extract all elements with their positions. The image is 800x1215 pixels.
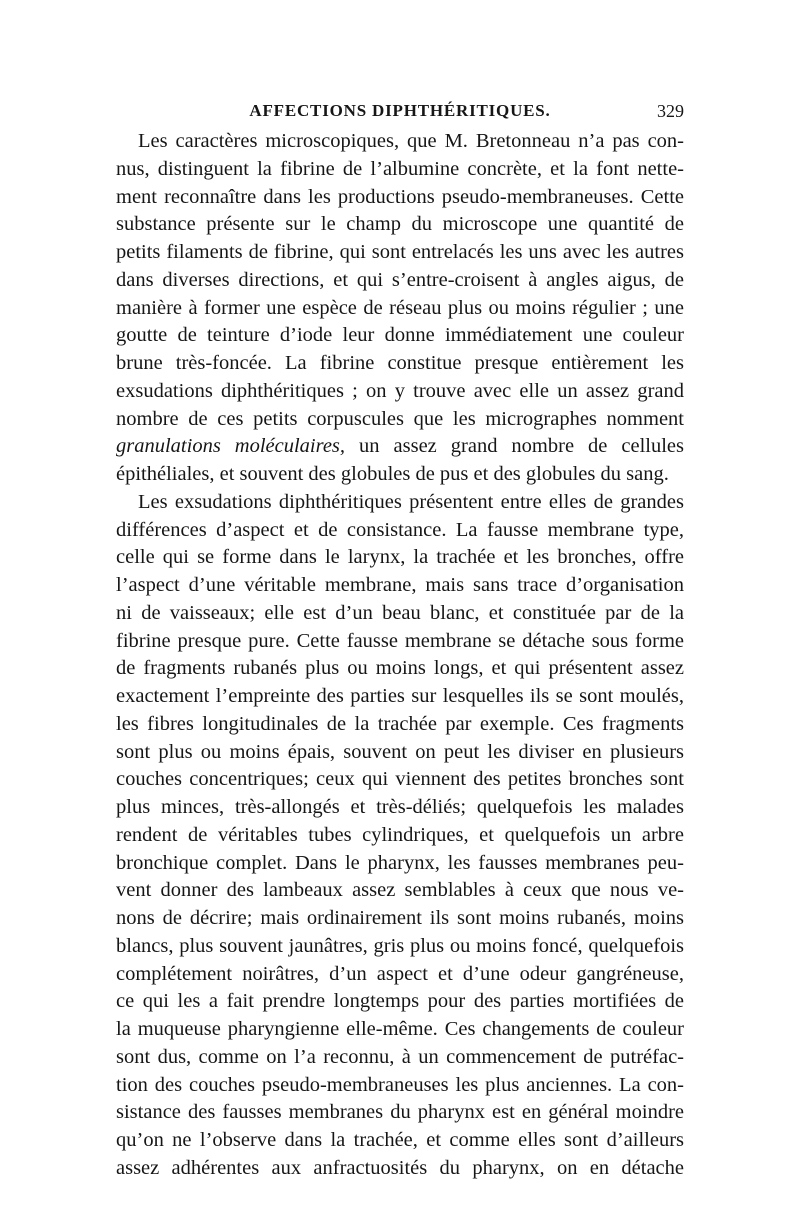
text-line: ce qui les a fait prendre longtemps pour des parties mortifiées de bbox=[116, 990, 684, 1013]
text-line: ni de vaisseaux; elle est d’un beau blanc, et constituée par de la bbox=[116, 601, 684, 624]
paragraph-1 bbox=[116, 128, 684, 489]
text-line: vent donner des lambeaux assez semblables à ceux que nous ve- bbox=[116, 879, 684, 902]
text-line: petits filaments de fibrine, qui sont entrelacés les uns avec les autres bbox=[116, 241, 684, 263]
text-line: nons de décrire; mais ordinairement ils sont moins rubanés, moins bbox=[116, 907, 684, 929]
text-line: Les exsudations diphthéritiques présentent entre elles de grandes bbox=[138, 490, 684, 513]
text-line: différences d’aspect et de consistance. La fausse membrane type, bbox=[116, 518, 684, 541]
text-line: brune très-foncée. La fibrine constitue presque entièrement les bbox=[116, 352, 684, 374]
text-line: ment reconnaître dans les productions pseudo-membraneuses. Cette bbox=[116, 185, 684, 208]
text-line: bronchique complet. Dans le pharynx, les fausses membranes peu- bbox=[116, 851, 684, 874]
italic-term: granulations moléculaires, bbox=[116, 435, 346, 458]
text-line: complétement noirâtres, d’un aspect et d’une odeur gangréneuse, bbox=[116, 962, 684, 985]
running-title: AFFECTIONS DIPHTHÉRITIQUES. bbox=[249, 101, 551, 120]
text-line: plus minces, très-allongés et très-déliés; quelquefois les malades bbox=[116, 796, 684, 818]
text-line: nombre de ces petits corpuscules que les micrographes nomment bbox=[116, 407, 684, 430]
text-line: goutte de teinture d’iode leur donne immédiatement une couleur bbox=[116, 324, 684, 347]
line-continuation: un assez grand nombre de cellules bbox=[345, 435, 684, 458]
text-line: qu’on ne l’observe dans la trachée, et comme elles sont d’ailleurs bbox=[116, 1129, 684, 1151]
running-header bbox=[116, 99, 684, 123]
text-line: rendent de véritables tubes cylindriques, et quelquefois un arbre bbox=[116, 823, 684, 846]
text-line: fibrine presque pure. Cette fausse membrane se détache sous forme bbox=[116, 629, 684, 652]
text-line: exactement l’empreinte des parties sur lesquelles ils se sont moulés, bbox=[116, 685, 684, 707]
text-line: nus, distinguent la fibrine de l’albumine concrète, et la font nette- bbox=[116, 157, 684, 180]
text-line: exsudations diphthéritiques ; on y trouve avec elle un assez grand bbox=[116, 379, 684, 402]
text-line: substance présente sur le champ du microscope une quantité de bbox=[116, 213, 684, 236]
paragraph-2 bbox=[116, 489, 684, 1183]
text-line: les fibres longitudinales de la trachée par exemple. Ces fragments bbox=[116, 712, 684, 735]
text-line: dans diverses directions, et qui s’entre-croisent à angles aigus, de bbox=[116, 268, 684, 291]
text-line: épithéliales, et souvent des globules de pus et des globules du sang. bbox=[116, 463, 669, 485]
text-line: manière à former une espèce de réseau plus ou moins régulier ; une bbox=[116, 296, 684, 319]
text-line-with-italic bbox=[116, 433, 684, 461]
text-line: sont dus, comme on l’a reconnu, à un commencement de putréfac- bbox=[116, 1045, 684, 1068]
text-line: blancs, plus souvent jaunâtres, gris plus ou moins foncé, quelquefois bbox=[116, 934, 684, 957]
page-number: 329 bbox=[657, 101, 684, 121]
text-line: couches concentriques; ceux qui viennent des petites bronches sont bbox=[116, 768, 684, 791]
text-line: tion des couches pseudo-membraneuses les plus anciennes. La con- bbox=[116, 1073, 684, 1096]
text-line: sistance des fausses membranes du pharynx est en général moindre bbox=[116, 1101, 684, 1124]
body-text bbox=[116, 128, 684, 1183]
text-line: celle qui se forme dans le larynx, la trachée et les bronches, offre bbox=[116, 546, 684, 569]
text-line: de fragments rubanés plus ou moins longs, et qui présentent assez bbox=[116, 657, 684, 680]
text-line: l’aspect d’une véritable membrane, mais sans trace d’organisation bbox=[116, 574, 684, 596]
text-line: sont plus ou moins épais, souvent on peut les diviser en plusieurs bbox=[116, 740, 684, 763]
text-line: la muqueuse pharyngienne elle-même. Ces changements de couleur bbox=[116, 1018, 684, 1040]
text-line: Les caractères microscopiques, que M. Bretonneau n’a pas con- bbox=[138, 130, 684, 152]
text-line: assez adhérentes aux anfractuosités du pharynx, on en détache bbox=[116, 1156, 684, 1179]
